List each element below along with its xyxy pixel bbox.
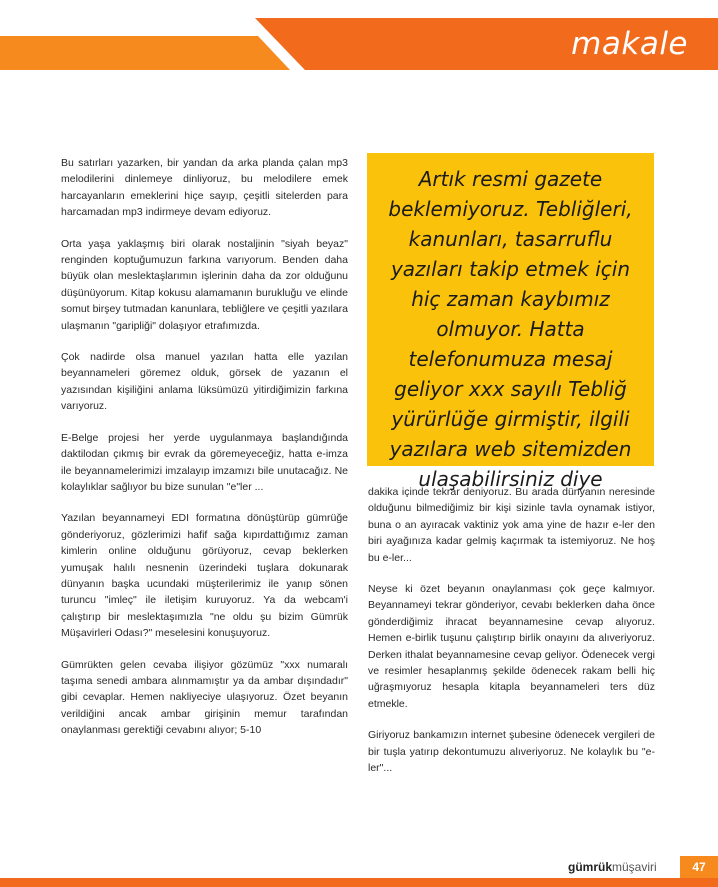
paragraph: Neyse ki özet beyanın onaylanması çok geçe kalmıyor. Beyannameyi tekrar gönderiyor, cevabı beklerken daha önce gönderdiğimiz ihracat beyannamesine cevap alıyoruz. Hemen e-birlik tuşunu çalıştırıp birlik onayını da alıveriyoruz. Derken ithalat beyannamesine cevap geliyor. Ödenecek vergi ve resimler hesaplanmış şekilde ödenecek rakam belli hiç uğraşmıyoruz hesapla kitapla beyannameleri ters düz etmekle. (368, 583, 655, 710)
brand-bold: gümrük (568, 860, 613, 874)
pull-quote: Artık resmi gazete beklemiyoruz. Tebliğleri, kanunları, tasarruflu yazıları takip etmek için hiç zaman kaybımız olmuyor. Hatta telefonumuza mesaj geliyor xxx sayılı Tebliğ yürürlüğe girmiştir, ilgili yazılara web sitemizden ulaşabilirsiniz diye (367, 153, 654, 466)
paragraph: Yazılan beyannameyi EDI formatına dönüştürüp gümrüğe gönderiyoruz, gözlerimizi hafif sağa kıpırdattığımız zaman kimlerin online olduğunu görüyoruz, cevap beklerken yumuşak halılı nesnenin üzerindeki tuşlara dokunarak dünyanın başka ucundaki müşterilerimiz ile yanıp sönen turuncu "imleç" ile iletişim kuruyoruz. Ya da webcam'i çalıştırıp bir meslektaşımızla "ne oldu şu bizim Gümrük Müşavirleri Odası?" meselesini konuşuyoruz. (61, 512, 348, 640)
left-column (61, 155, 348, 754)
paragraph: Giriyoruz bankamızın internet şubesine ödenecek vergileri de bir tuşla yatırıp dekontumuzu alıveriyoruz. Ne kolaylık bu "e-ler"... (368, 729, 655, 775)
paragraph: dakika içinde tekrar deniyoruz. Bu arada dünyanın neresinde olduğunu bilmediğimiz bir kişi sizinle tavla oynamak istiyor, buna o an ayıracak vaktiniz yok ama yine de hazır e-ler den biri ayağınıza kadar gelmiş kaçırmak ta istemiyoruz. Ne hoş bu e-ler... (368, 486, 655, 564)
header-accent-tab (0, 36, 290, 70)
footer-orange-line (0, 878, 718, 887)
right-column (368, 484, 655, 792)
paragraph: E-Belge projesi her yerde uygulanmaya başlandığında daktilodan çıkmış bir evrak da göremeyeceğiz, hatta e-imza ile beyannamelerimizi imzalayıp imzamızı bile unutacağız. Ne kolaylıklar sağlıyor bu bize sunulan "e"ler ... (61, 431, 348, 493)
header-band (0, 18, 718, 70)
paragraph: Gümrükten gelen cevaba ilişiyor gözümüz "xxx numaralı taşıma senedi ambara alınmamıştır ya da ambar dışındadır" gibi cevaplar. Hemen nakliyeciye ulaşıyoruz. Özet beyanın verildiğini ancak ambar girişinin memur tarafından onaylanması gerektiği cevabını alıyor; 5-10 (61, 658, 348, 737)
paragraph: Çok nadirde olsa manuel yazılan hatta elle yazılan beyannameleri göremez olduk, görsek de yazanın el yazısından kişiliğini anlama lüksümüzü yitirdiğimizin farkına varıyoruz. (61, 351, 348, 413)
brand-light: müşaviri (612, 860, 657, 874)
page-number: 47 (680, 856, 718, 878)
paragraph: Orta yaşa yaklaşmış biri olarak nostaljinin "siyah beyaz" renginden koptuğumuzun farkına varıyorum. Benden daha büyük olan meslektaşlarımın işlerinin daha da zor olduğunu düşünüyorum. Kitap kokusu alamamanın burukluğu ve elinde somut birşey tutmadan kanunlara, tebliğlere ve çeşitli yazılara ulaşmanın "garipliği" dolaşıyor etrafımızda. (61, 237, 348, 332)
footer-brand (568, 860, 657, 874)
section-title: makale (571, 26, 688, 62)
paragraph: Bu satırları yazarken, bir yandan da arka planda çalan mp3 melodilerini dinlemeye dinliyoruz, bu melodilere emek harcayanların emeklerini hiçe sayıp, çeşitli sitelerden para harcamadan mp3 indirmeye devam ediyoruz. (61, 157, 348, 219)
